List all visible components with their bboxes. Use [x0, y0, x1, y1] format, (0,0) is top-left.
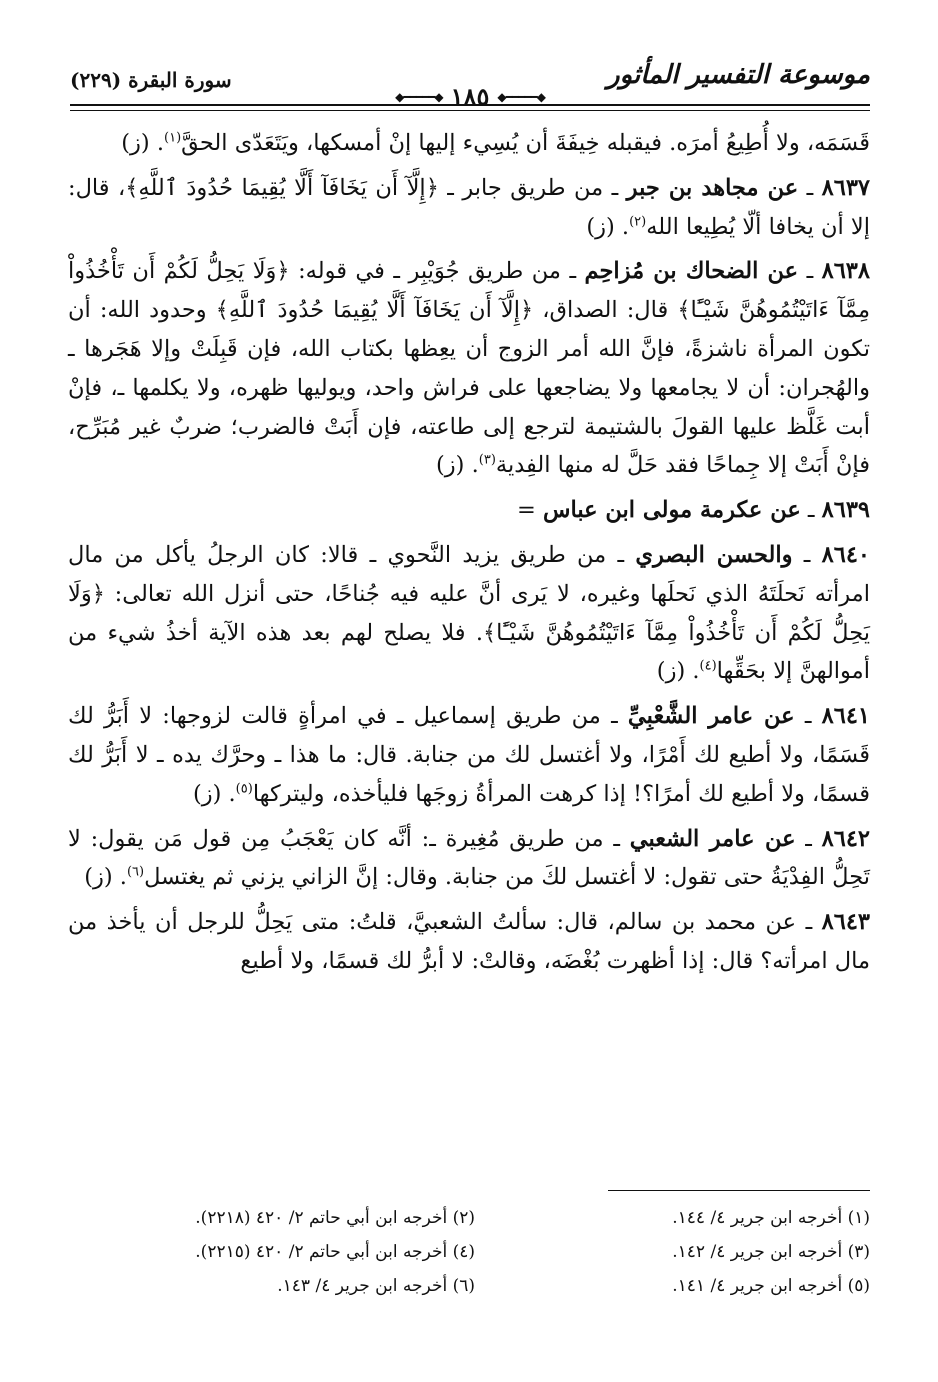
- entry-number: ٨٦٣٩: [821, 497, 870, 524]
- page-number: ١٨٥: [450, 82, 490, 111]
- footnote-ref: (٢): [629, 214, 647, 230]
- paragraph: ٨٦٤٣ ـ عن محمد بن سالم، قال: سألتُ الشعبيَّ، قلتُ: متى يَحِلُّ للرجل أن يأخذ من مال امرأته؟ قال: إذا أظهرت بُغْضَه، وقالتْ: لا أبرُّ لك قسمًا، ولا أطيع: [68, 909, 870, 974]
- narrator-name: عن عامر الشَّعْبِيِّ: [627, 703, 795, 730]
- entry-number: ٨٦٣٧: [821, 174, 870, 201]
- footnote-ref: (٣): [478, 452, 496, 468]
- page-header: [70, 58, 870, 120]
- entry-number: ٨٦٤٠: [821, 541, 870, 568]
- entry-number: ٨٦٤١: [821, 703, 870, 730]
- book-title: موسوعة التفسير المأثور: [607, 60, 870, 90]
- footnote: (١) أخرجه ابن جرير ٤/ ١٤٤.: [672, 1208, 870, 1228]
- footnotes: [100, 1204, 870, 1300]
- entry-number: ٨٦٤٢: [821, 825, 870, 852]
- footnote: (٢) أخرجه ابن أبي حاتم ٢/ ٤٢٠ (٢٢١٨).: [195, 1208, 475, 1228]
- entry-number: ٨٦٣٨: [821, 258, 870, 285]
- footnote: (٦) أخرجه ابن جرير ٤/ ١٤٣.: [277, 1276, 475, 1296]
- header-rule-thin: [70, 110, 870, 111]
- ornament-icon: ◆━━━━━◆: [497, 89, 545, 104]
- header-rule: [70, 104, 870, 106]
- narrator-name: والحسن البصري: [635, 541, 793, 568]
- paragraph: ٨٦٣٨ ـ عن الضحاك بن مُزاحِم ـ من طريق جُوَيْبِر ـ في قوله: ﴿وَلَا يَحِلُّ لَكُمْ أَن تَأْخُذُواْ مِمَّآ ءَاتَيْتُمُوهُنَّ شَيْـًٔا﴾ قال: الصداق، ﴿إِلَّآ أَن يَخَافَآ أَلَّا يُقِيمَا حُدُودَ ٱللَّهِ﴾ وحدود الله: أن تكون المرأة ناشزةً، فإنَّ الله أمر الزوج أن يعِظها بكتاب الله، فإن قَبِلَتْ وإلا هَجَرها ـ والهُجران: أن لا يجامعها ولا يضاجعها على فراش واحد، ويوليها ظهره، ولا يكلمها ـ، فإنْ أبت غَلَّظ عليها القولَ بالشتيمة لترجع إلى طاعته، فإن أَبَتْ فالضرب؛ ضربٌ غير مُبَرِّح، فإنْ أَبَتْ إلا جِماحًا فقد حَلَّ له منها الفِدية$^{(٣)}$. (ز): [68, 258, 870, 479]
- narrator-name: عن عامر الشعبي: [629, 825, 796, 852]
- paragraph: ٨٦٤١ ـ عن عامر الشَّعْبِيِّ ـ من طريق إسماعيل ـ في امرأةٍ قالت لزوجها: لا أَبَرُّ لك قَسَمًا، ولا أطيع لك أَمْرًا، ولا أغتسل لك من جنابة. قال: ما هذا ـ وحرَّك يده ـ لا أَبَرُّ لك قسمًا، ولا أطيع لك أمرًا؟! إذا كرهت المرأةُ زوجَها فليأخذه، وليتركها$^{(٥)}$. (ز): [68, 703, 870, 807]
- footnote-ref: (٥): [235, 781, 253, 797]
- footnote-ref: (٦): [126, 864, 145, 880]
- footnote: (٤) أخرجه ابن أبي حاتم ٢/ ٤٢٠ (٢٢١٥).: [195, 1242, 475, 1262]
- paragraph: ٨٦٤٠ ـ والحسن البصري ـ من طريق يزيد النَّحوي ـ قالا: كان الرجلُ يأكل من مال امرأته نَحلَتَهُ الذي نَحلَها وغيره، لا يَرى أنَّ عليه فيه جُناحًا، حتى أنزل الله تعالى: ﴿وَلَا يَحِلُّ لَكُمْ أَن تَأْخُذُواْ مِمَّآ ءَاتَيْتُمُوهُنَّ شَيْـًٔا﴾. فلا يصلح لهم بعد هذه الآية أخذُ شيء من أموالهنَّ إلا بحَقِّها$^{(٤)}$. (ز): [68, 541, 870, 685]
- footnote-rule: [608, 1190, 870, 1191]
- paragraph: ٨٦٣٩ ـ عن عكرمة مولى ابن عباس =: [517, 497, 870, 524]
- paragraph: ٨٦٤٢ ـ عن عامر الشعبي ـ من طريق مُغِيرة ـ: أنَّه كان يَعْجَبُ مِن قول مَن يقول: لا تَحِلُّ الفِدْيَةُ حتى تقول: لا أغتسل لكَ من جنابة. وقال: إنَّ الزاني يزني ثم يغتسل$^{(٦)}$. (ز): [68, 825, 870, 891]
- narrator-name: عن مجاهد بن جبر: [626, 174, 799, 201]
- narrator-name: عن عكرمة مولى ابن عباس: [543, 497, 801, 524]
- footnote-ref: (٤): [699, 658, 717, 674]
- surah-label: سورة البقرة (٢٢٩): [70, 68, 232, 92]
- narrator-name: عن الضحاك بن مُزاحِم: [584, 258, 799, 285]
- paragraph: قَسَمَه، ولا أُطِيعُ أمرَه. فيقبله خِيفَةَ أن يُسِيء إليها إنْ أمسكها، ويَتَعَدّى الحقَّ$^{(١)}$. (ز): [121, 130, 870, 156]
- page-number-block: [395, 82, 545, 111]
- entry-number: ٨٦٤٣: [821, 909, 870, 936]
- main-text: [68, 124, 870, 987]
- footnote: (٥) أخرجه ابن جرير ٤/ ١٤١.: [672, 1276, 870, 1296]
- footnote: (٣) أخرجه ابن جرير ٤/ ١٤٢.: [672, 1242, 870, 1262]
- ornament-icon: ◆━━━━━◆: [395, 89, 443, 104]
- footnote-ref: (١): [164, 130, 182, 146]
- paragraph: ٨٦٣٧ ـ عن مجاهد بن جبر ـ من طريق جابر ـ ﴿إِلَّآ أَن يَخَافَآ أَلَّا يُقِيمَا حُدُودَ ٱللَّهِ﴾، قال: إلا أن يخافا ألّا يُطِيعا الله$^{(٢)}$. (ز): [68, 174, 870, 240]
